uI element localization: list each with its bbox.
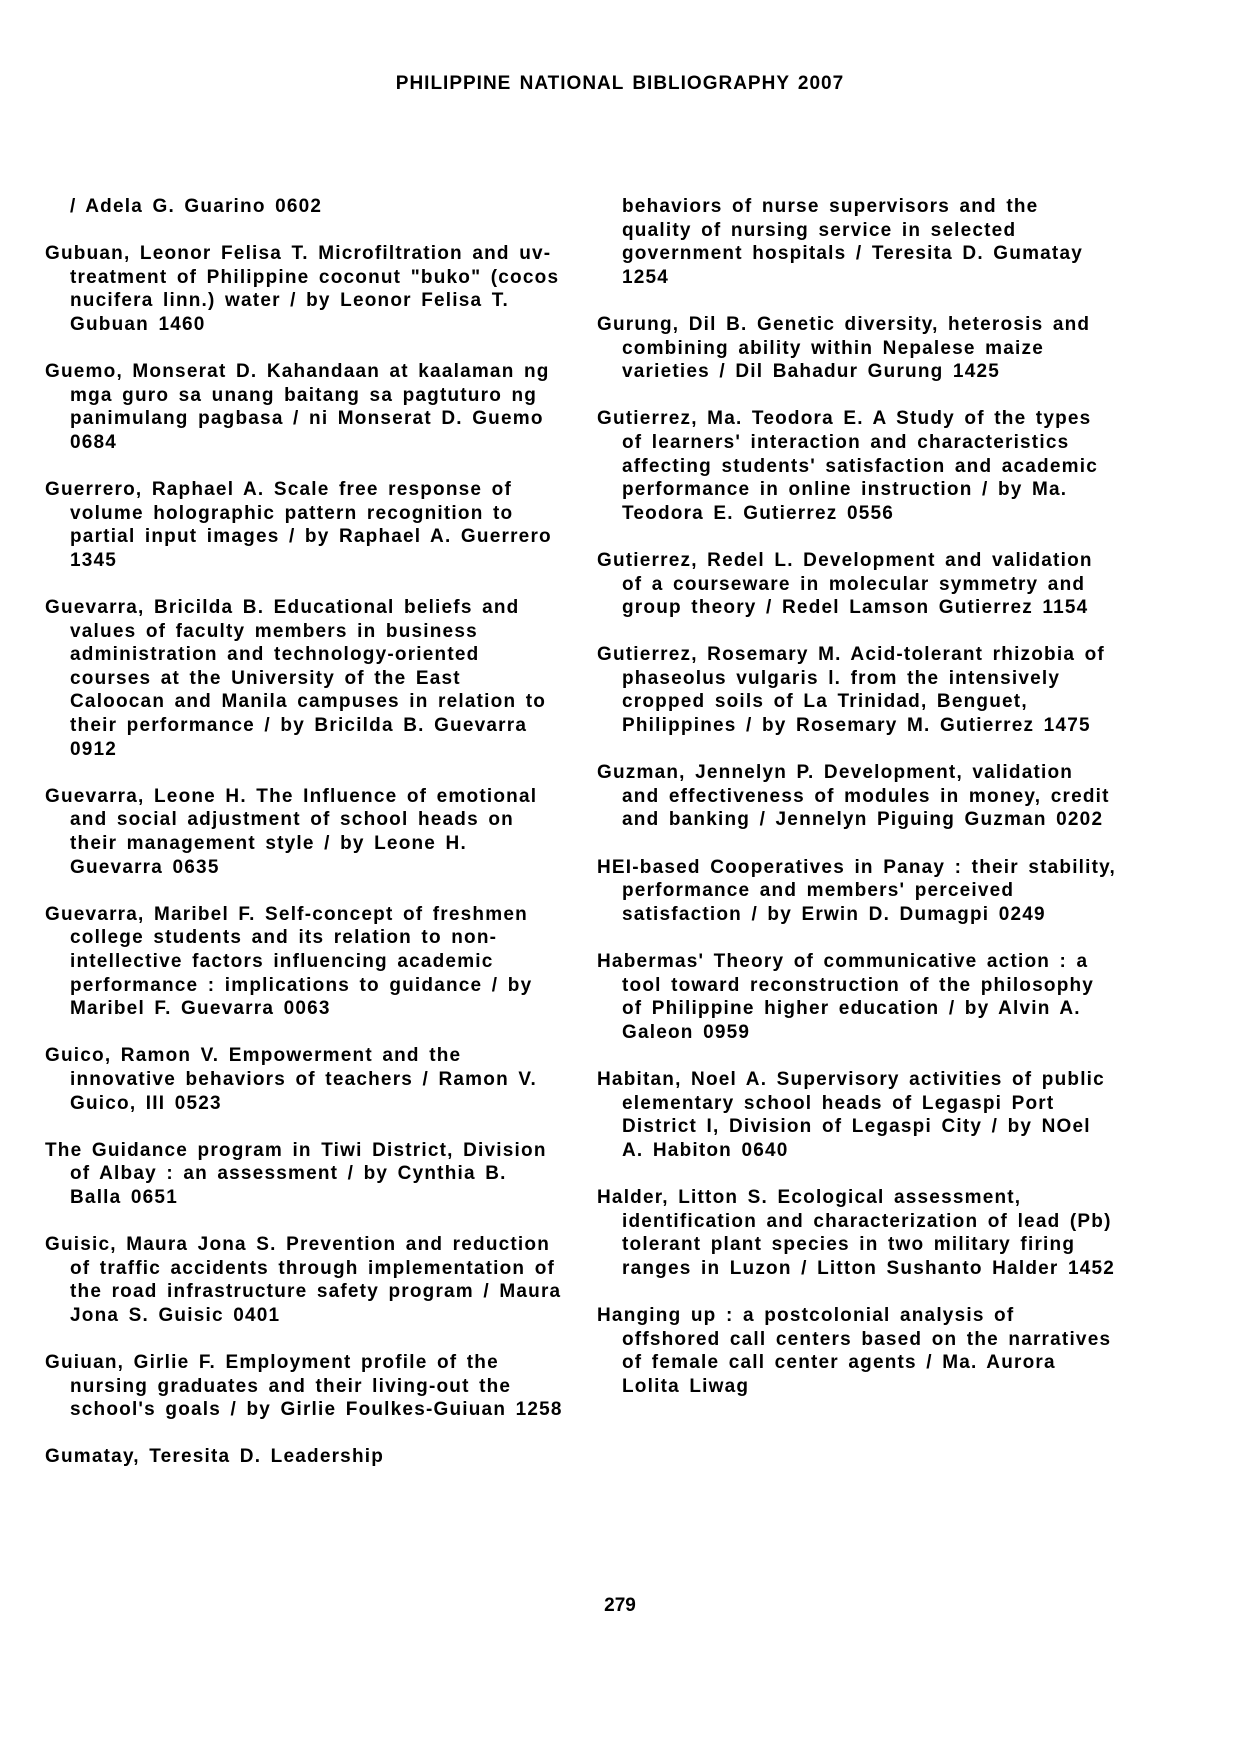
bibliography-entry: Habitan, Noel A. Supervisory activities of public elementary school heads of Legaspi Port District I, Division of Legaspi City / by NOel A. Habiton 0640 bbox=[597, 1068, 1115, 1161]
bibliography-entry: Guzman, Jennelyn P. Development, validation and effectiveness of modules in money, credit and banking / Jennelyn Piguing Guzman 0202 bbox=[597, 762, 1120, 831]
bibliography-entry: Hanging up : a postcolonial analysis of offshored call centers based on the narratives of female call center agents / Ma. Aurora Lolita Liwag bbox=[597, 1304, 1121, 1397]
right-column bbox=[597, 195, 1126, 1422]
bibliography-entry: Gutierrez, Redel L. Development and validation of a courseware in molecular symmetry and group theory / Redel Lamson Gutierrez 1154 bbox=[597, 549, 1103, 619]
bibliography-entry: Gumatay, Teresita D. Leadership bbox=[45, 1446, 385, 1468]
bibliography-entry: Halder, Litton S. Ecological assessment, identification and characterization of lead (Pb) tolerant plant species in two military firing ranges in Luzon / Litton Sushanto Halder 1452 bbox=[597, 1186, 1122, 1279]
page-header: PHILIPPINE NATIONAL BIBLIOGRAPHY 2007 bbox=[395, 73, 845, 94]
bibliography-entry: / Adela G. Guarino 0602 bbox=[70, 196, 323, 217]
bibliography-entry: Gubuan, Leonor Felisa T. Microfiltration and uv-treatment of Philippine coconut "buko" (cocos nucifera linn.) water / by Leonor Felisa T. Gubuan 1460 bbox=[45, 243, 569, 335]
bibliography-entry: Gutierrez, Rosemary M. Acid-tolerant rhizobia of phaseolus vulgaris l. from the intensively cropped soils of La Trinidad, Benguet, Philippines / by Rosemary M. Gutierrez 1475 bbox=[597, 644, 1115, 737]
page-number: 279 bbox=[604, 1595, 636, 1616]
bibliography-entry: Guevarra, Leone H. The Influence of emotional and social adjustment of school heads on their management style / by Leone H. Guevarra 0635 bbox=[45, 785, 547, 878]
bibliography-entry: Guiuan, Girlie F. Employment profile of the nursing graduates and their living-out the school's goals / by Girlie Foulkes-Guiuan 1258 bbox=[45, 1352, 563, 1421]
bibliography-entry: HEI-based Cooperatives in Panay : their stability, performance and members' perceived satisfaction / by Erwin D. Dumagpi 0249 bbox=[597, 856, 1126, 925]
bibliography-entry: Guemo, Monserat D. Kahandaan at kaalaman ng mga guro sa unang baitang sa pagtuturo ng panimulang pagbasa / ni Monserat D. Guemo 0684 bbox=[45, 361, 560, 453]
bibliography-entry: behaviors of nurse supervisors and the quality of nursing service in selected government hospitals / Teresita D. Gumatay 1254 bbox=[622, 196, 1093, 288]
bibliography-entry: Guico, Ramon V. Empowerment and the innovative behaviors of teachers / Ramon V. Guico, III 0523 bbox=[45, 1045, 547, 1114]
bibliography-entry: Gutierrez, Ma. Teodora E. A Study of the types of learners' interaction and characteristics affecting students' satisfaction and academic performance in online instruction / by Ma. Teodora E. Gutierrez 0556 bbox=[597, 408, 1108, 524]
bibliography-entry: The Guidance program in Tiwi District, Division of Albay : an assessment / by Cynthia B. Balla 0651 bbox=[45, 1139, 557, 1208]
bibliography-entry: Guisic, Maura Jona S. Prevention and reduction of traffic accidents through implementation of the road infrastructure safety program / Maura Jona S. Guisic 0401 bbox=[45, 1234, 571, 1326]
bibliography-entry: Habermas' Theory of communicative action : a tool toward reconstruction of the philosophy of Philippine higher education / by Alvin A. Galeon 0959 bbox=[597, 951, 1104, 1043]
bibliography-entry: Guevarra, Bricilda B. Educational beliefs and values of faculty members in business administration and technology-oriented courses at the University of the East Caloocan and Manila campuses in relation to their performance / by Bricilda B. Guevarra 0912 bbox=[45, 597, 556, 760]
bibliography-entry: Gurung, Dil B. Genetic diversity, heterosis and combining ability within Nepalese maize varieties / Dil Bahadur Gurung 1425 bbox=[597, 313, 1100, 383]
bibliography-entry: Guerrero, Raphael A. Scale free response of volume holographic pattern recognition to partial input images / by Raphael A. Guerrero 1345 bbox=[45, 479, 562, 571]
left-column bbox=[45, 195, 571, 1493]
bibliography-entry: Guevarra, Maribel F. Self-concept of freshmen college students and its relation to non-intellective factors influencing academic performance : implications to guidance / by Maribel F. Guevarra 0063 bbox=[45, 903, 542, 1020]
